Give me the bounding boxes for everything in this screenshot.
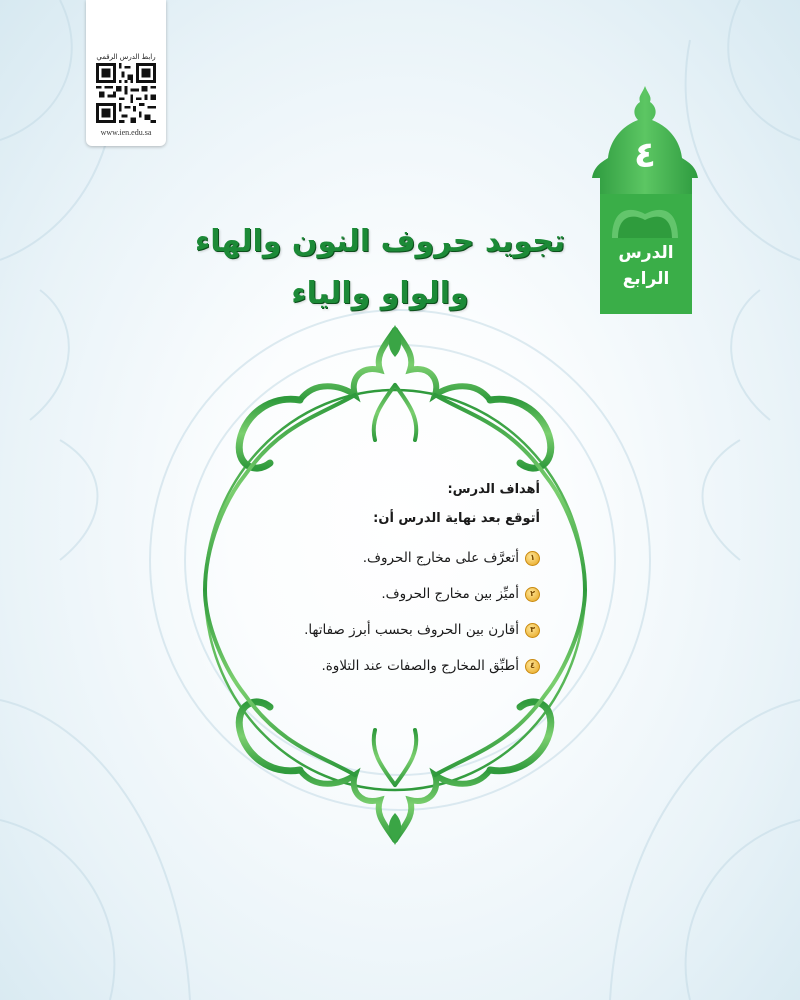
goal-item — [250, 612, 540, 648]
goal-number-badge: ٤ — [525, 659, 540, 674]
lesson-goals — [250, 482, 540, 684]
qr-url[interactable]: www.ien.edu.sa — [100, 128, 152, 137]
qr-code-icon[interactable] — [96, 63, 156, 123]
goal-text: أقارن بين الحروف بحسب أبرز صفاتها. — [304, 622, 519, 638]
page-title — [160, 216, 600, 320]
qr-label: رابط الدرس الرقمي — [96, 53, 156, 61]
lesson-number: ٤ — [634, 135, 656, 176]
lesson-badge-label — [600, 240, 692, 292]
title-line-1: تجويد حروف النون والهاء — [194, 224, 566, 259]
goal-text: أطبِّق المخارج والصفات عند التلاوة. — [321, 658, 519, 674]
qr-card[interactable] — [86, 0, 166, 146]
goal-text: أتعرَّف على مخارج الحروف. — [362, 550, 519, 566]
goal-number-badge: ٢ — [525, 587, 540, 602]
goal-item — [250, 576, 540, 612]
goal-item — [250, 540, 540, 576]
title-line-2: والواو والياء — [291, 276, 469, 311]
lesson-badge-line2: الرابع — [622, 269, 670, 289]
goal-item — [250, 648, 540, 684]
goal-number-badge: ١ — [525, 551, 540, 566]
goal-text: أميِّز بين مخارج الحروف. — [381, 586, 519, 602]
goals-intro: أتوقع بعد نهاية الدرس أن: — [373, 511, 540, 526]
lesson-badge-line1: الدرس — [618, 243, 674, 263]
goals-heading: أهداف الدرس: — [447, 482, 540, 497]
goal-number-badge: ٣ — [525, 623, 540, 638]
